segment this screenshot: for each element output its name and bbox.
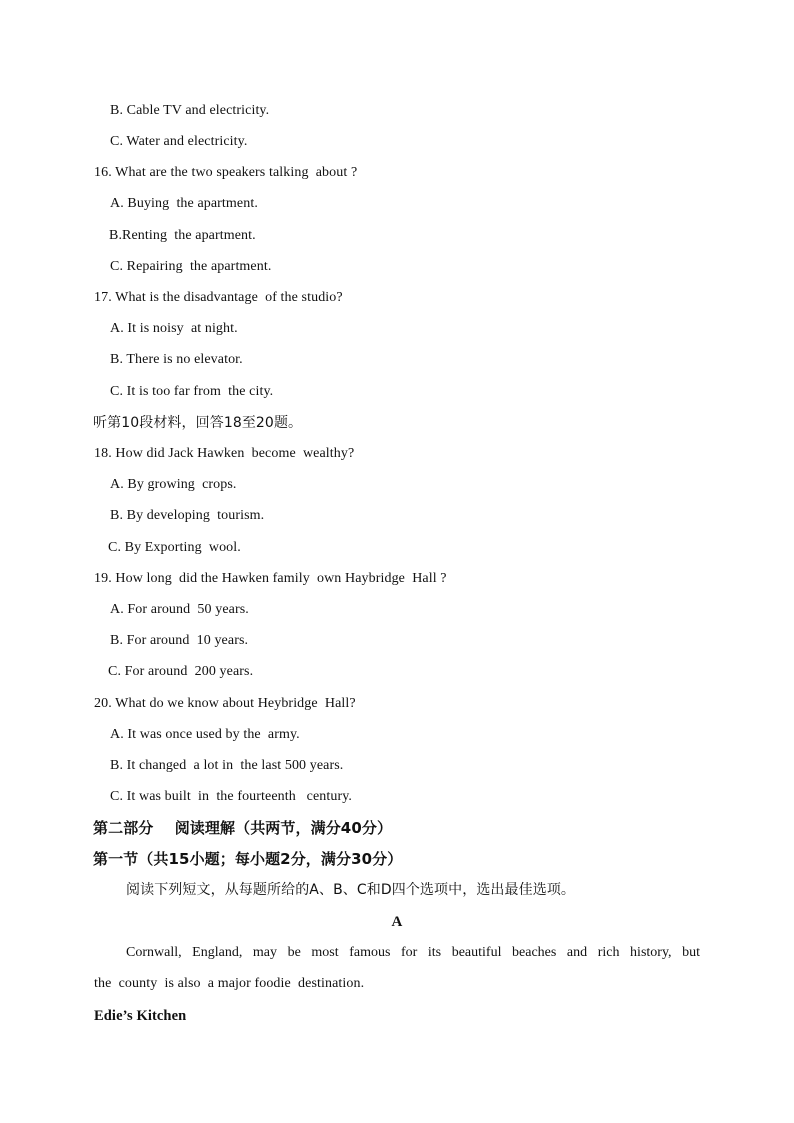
passage-paragraph-line-2: the county is also a major foodie destination. [94, 976, 365, 991]
q16-option-c: C. Repairing the apartment. [110, 259, 272, 274]
question-20: 20. What do we know about Heybridge Hall? [94, 696, 356, 711]
q17-option-b: B. There is no elevator. [110, 352, 243, 367]
section-one-heading: 第一节（共15小题；每小题2分，满分30分） [93, 850, 403, 868]
q20-option-a: A. It was once used by the army. [110, 727, 300, 742]
q20-option-c: C. It was built in the fourteenth century. [110, 789, 353, 804]
q15-option-b: B. Cable TV and electricity. [110, 103, 270, 118]
q19-option-b: B. For around 10 years. [110, 633, 249, 648]
question-18: 18. How did Jack Hawken become wealthy? [94, 446, 355, 461]
q20-option-b: B. It changed a lot in the last 500 years. [110, 758, 344, 773]
passage-subheading: Edie’s Kitchen [94, 1008, 187, 1024]
question-16: 16. What are the two speakers talking about ? [94, 165, 358, 180]
q19-option-c: C. For around 200 years. [108, 664, 254, 679]
passage-paragraph-line-1: Cornwall, England, may be most famous for its beautiful beaches and rich history, but [126, 945, 700, 960]
q15-option-c: C. Water and electricity. [110, 134, 248, 149]
q16-option-b: B.Renting the apartment. [109, 228, 256, 243]
passage-label: A [391, 914, 403, 930]
question-19: 19. How long did the Hawken family own Haybridge Hall ? [94, 571, 447, 586]
q19-option-a: A. For around 50 years. [110, 602, 249, 617]
part-two-heading: 第二部分 阅读理解（共两节，满分40分） [93, 819, 393, 837]
q16-option-a: A. Buying the apartment. [110, 196, 258, 211]
question-17: 17. What is the disadvantage of the studio? [94, 290, 343, 305]
q17-option-c: C. It is too far from the city. [110, 384, 274, 399]
q18-option-a: A. By growing crops. [110, 477, 237, 492]
reading-instructions: 阅读下列短文，从每题所给的A、B、C和D四个选项中，选出最佳选项。 [126, 882, 576, 898]
q18-option-b: B. By developing tourism. [110, 508, 265, 523]
q18-option-c: C. By Exporting wool. [108, 540, 241, 555]
q17-option-a: A. It is noisy at night. [110, 321, 238, 336]
section-10-instruction: 听第10段材料，回答18至20题。 [93, 415, 303, 431]
